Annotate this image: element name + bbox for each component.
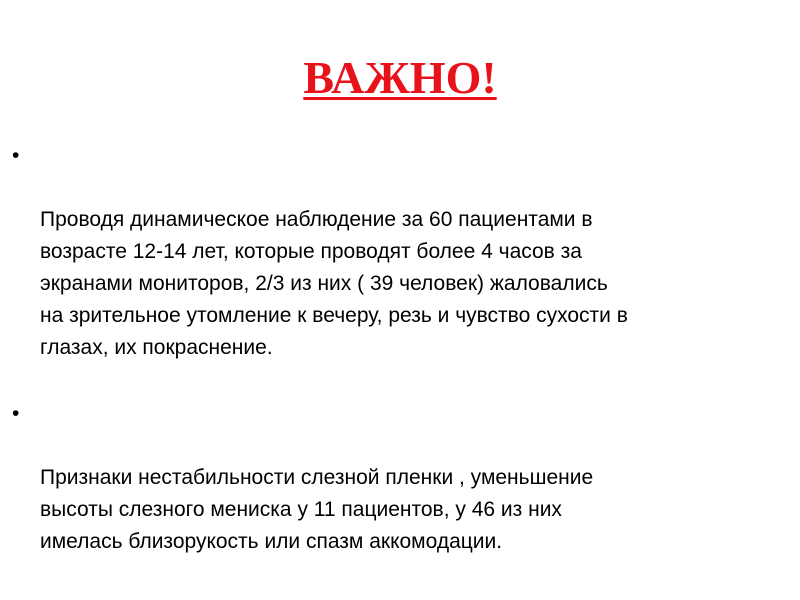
bullet-text-signs: Признаки нестабильности слезной пленки , уменьшение высоты слезного мениска у 11 пациентов, у 46 из них имелась близорукость или спазм аккомодации. (40, 466, 594, 553)
bullet-list (12, 140, 790, 558)
bullet-item-observation (12, 140, 790, 364)
bullet-text-observation: Проводя динамическое наблюдение за 60 пациентами в возрасте 12-14 лет, которые проводят более 4 часов за экранами мониторов, 2/3 из них ( 39 человек) жаловались на зрительное утомление к вечеру, резь и чувство сухости в глазах, их покраснение. (40, 208, 628, 359)
bullet-item-signs (12, 398, 790, 558)
bullet-icon: • (12, 402, 20, 425)
bullet-icon: • (12, 144, 20, 167)
slide-title: ВАЖНО! (303, 52, 497, 103)
